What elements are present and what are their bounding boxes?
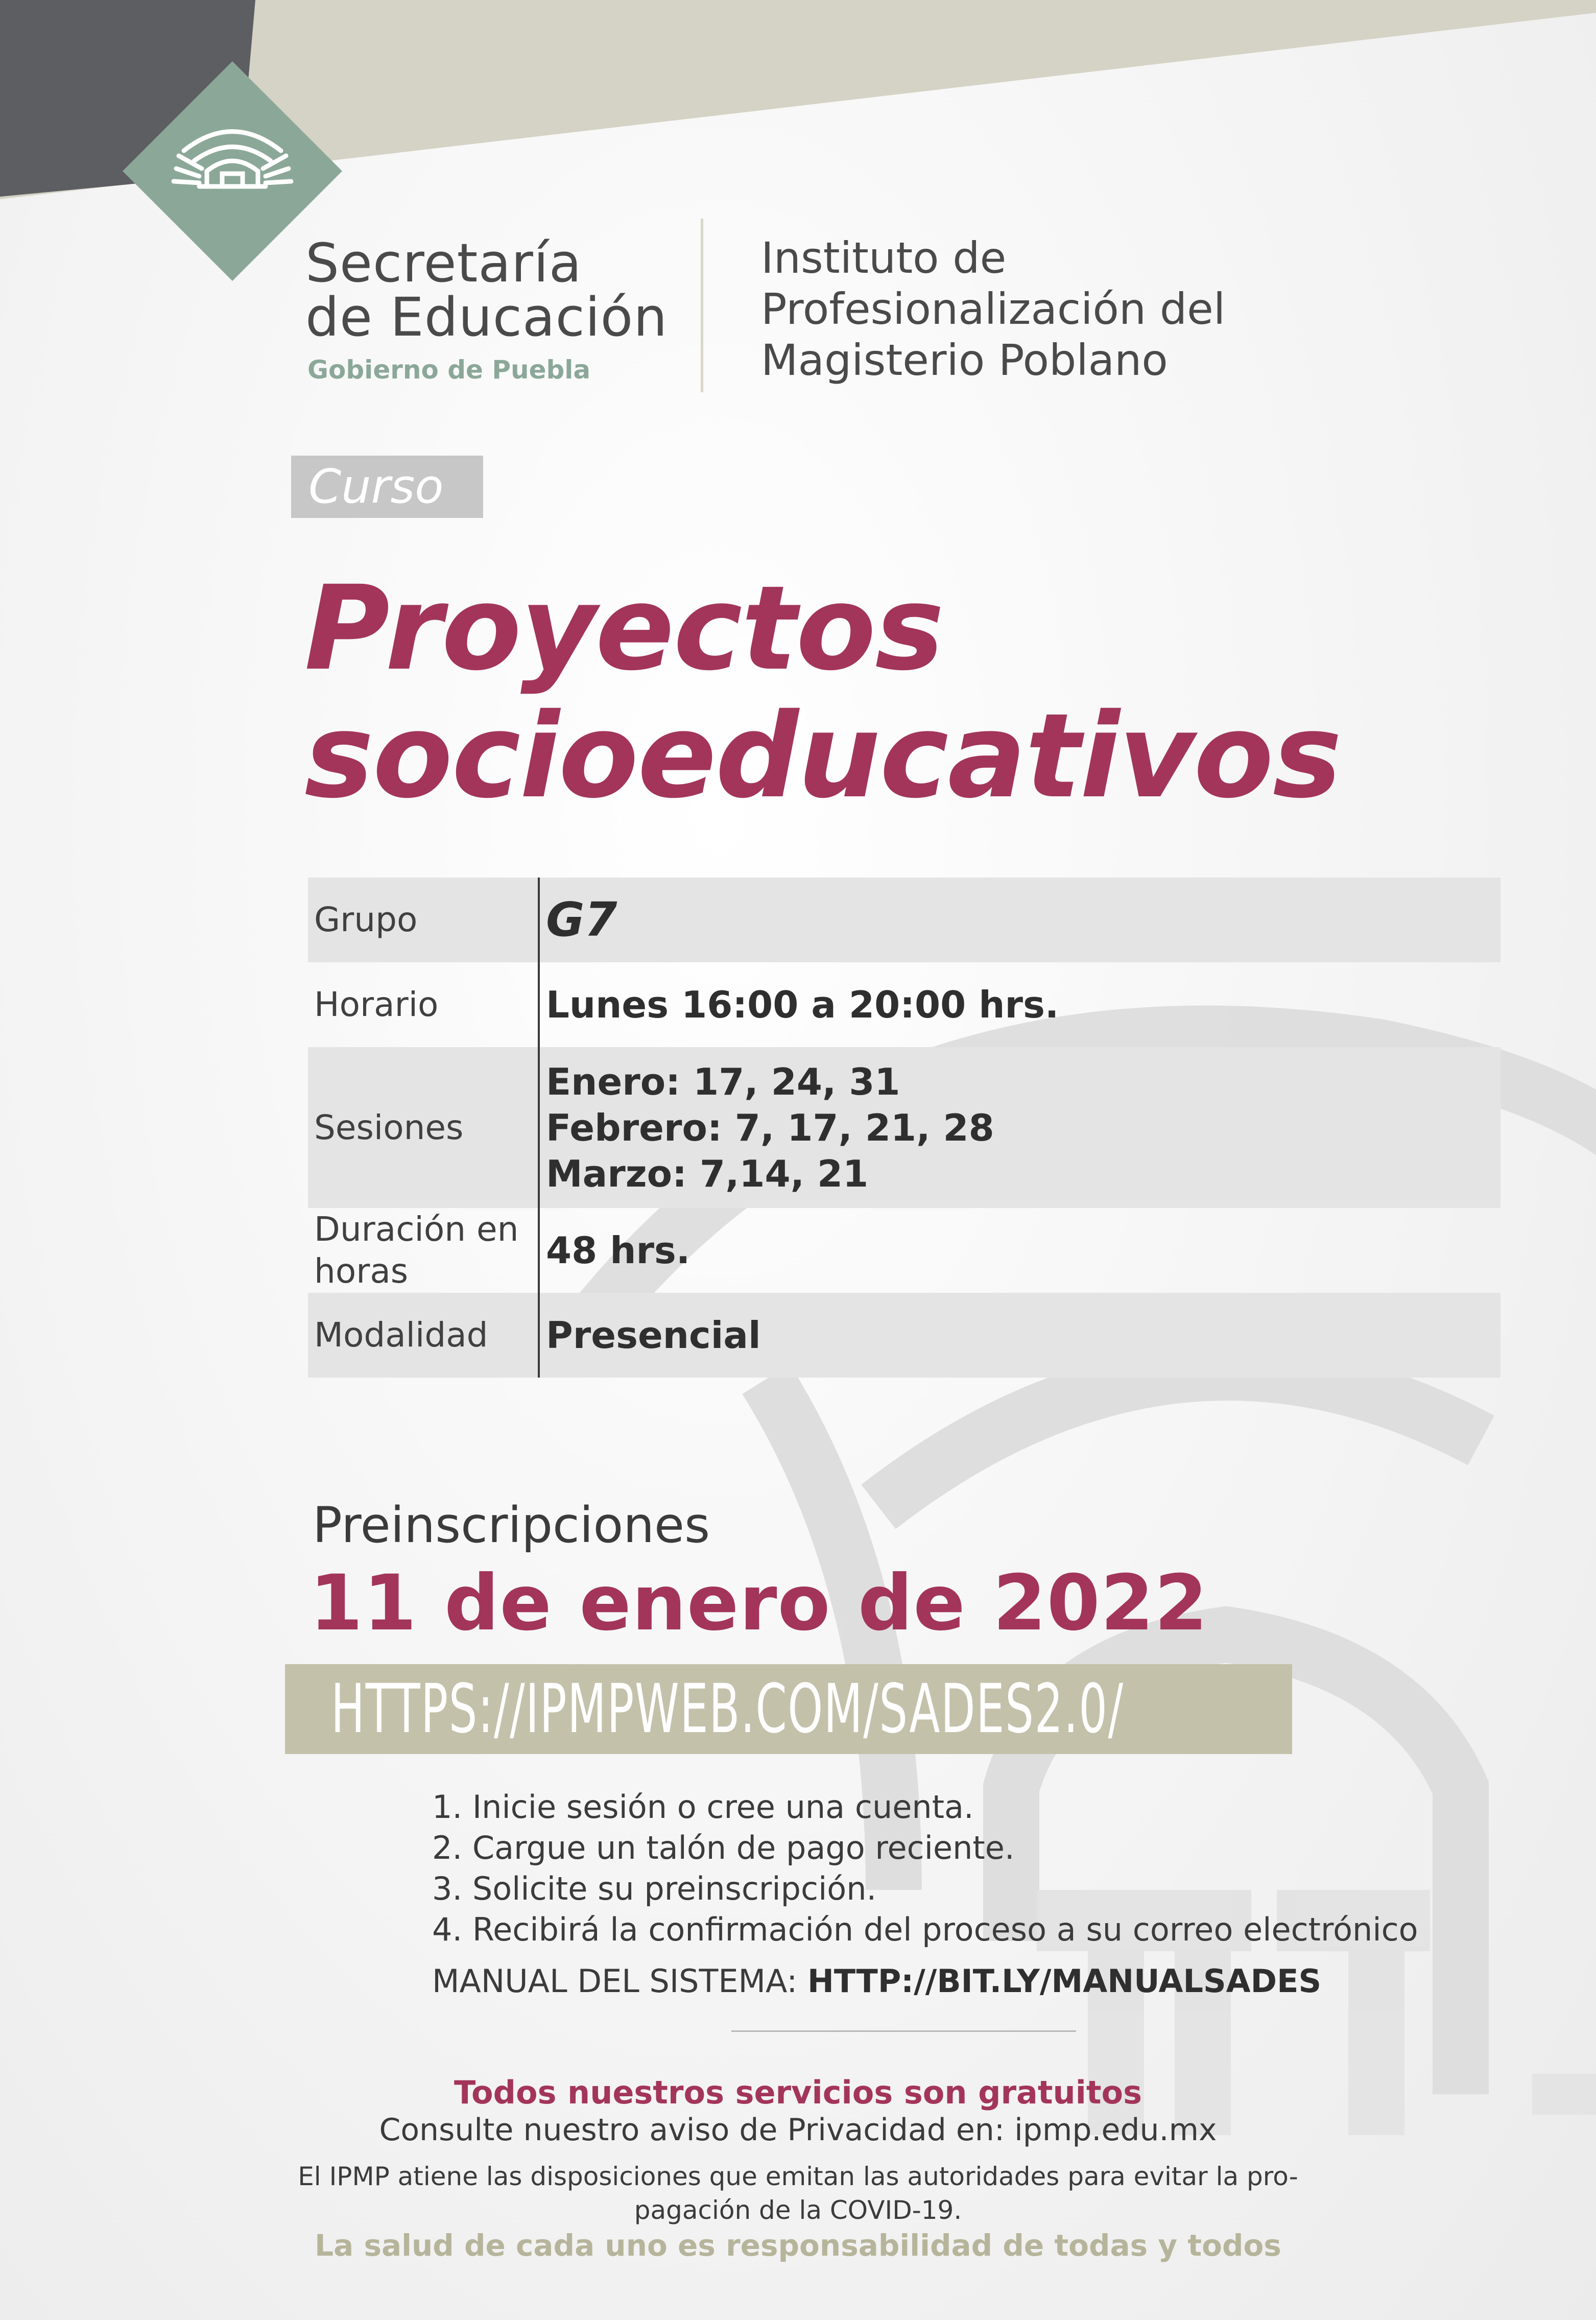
registration-steps [432,1787,1418,1950]
course-info-table [308,878,1500,1378]
secretaria-line1: Secretaría [305,232,582,294]
duracion-label [308,1209,538,1292]
preinscripciones-label: Preinscripciones [313,1497,710,1554]
health-slogan: La salud de cada uno es responsabilidad de todas y todos [315,2228,1281,2263]
registration-url-link[interactable]: HTTPS://IPMPWEB.COM/SADES2.0/ [331,1670,1124,1748]
course-title-line1: Proyectos [304,560,943,696]
duracion-label-line1: Duración en [314,1210,519,1249]
grupo-value [538,878,1500,962]
covid-notice [0,2160,1596,2227]
modalidad-value: Presencial [538,1293,1500,1378]
step-item: 3. Solicite su preinscripción. [432,1870,877,1907]
duracion-value: 48 hrs. [538,1208,1500,1293]
info-row-duracion [308,1208,1500,1293]
curso-tag: Curso [291,456,483,518]
grupo-label: Grupo [314,900,418,939]
secretaria-line2: de Educación [305,286,668,348]
instituto-line2: Profesionalización del [761,284,1226,334]
instituto-line3: Magisterio Poblano [761,335,1168,385]
instituto-line1: Instituto de [761,233,1007,283]
manual-link[interactable]: HTTP://BIT.LY/MANUALSADES [807,1962,1322,2000]
horario-value: Lunes 16:00 a 20:00 hrs. [538,962,1500,1047]
secretaria-title [305,232,668,348]
sesiones-enero: Enero: 17, 24, 31 [546,1060,900,1103]
step-item: 2. Cargue un talón de pago reciente. [432,1829,1015,1866]
course-title-line2: socioeducativos [304,688,1341,824]
free-services-text: Todos nuestros servicios son gratuitos [454,2074,1142,2111]
step-item: 1. Inicie sesión o cree una cuenta. [432,1788,974,1826]
instituto-title [761,232,1225,386]
sesiones-marzo: Marzo: 7,14, 21 [546,1152,869,1195]
footer-divider [731,2030,1076,2032]
covid-line2: pagación de la COVID-19. [634,2195,962,2225]
info-row-grupo [308,878,1500,962]
sesiones-value [538,1047,1500,1208]
sesiones-febrero: Febrero: 7, 17, 21, 28 [546,1106,994,1149]
horario-label: Horario [314,985,439,1024]
grupo-value-text: G7 [546,892,617,947]
preinscripciones-date: 11 de enero de 2022 [309,1559,1208,1648]
registration-url-bar[interactable] [285,1664,1292,1754]
modalidad-label: Modalidad [314,1315,488,1355]
info-row-sesiones [308,1047,1500,1208]
sesiones-label: Sesiones [314,1107,464,1147]
covid-line1: El IPMP atiene las disposiciones que emitan las autoridades para evitar la pro- [298,2162,1298,2191]
info-row-modalidad [308,1293,1500,1378]
step-item: 4. Recibirá la confirmación del proceso a su correo electrónico [432,1911,1418,1948]
header-divider [701,219,703,392]
gobierno-label: Gobierno de Puebla [307,355,591,385]
manual-line [432,1962,1321,2000]
privacy-text: Consulte nuestro aviso de Privacidad en: ipmp.edu.mx [379,2112,1217,2148]
duracion-label-line2: horas [314,1251,409,1291]
manual-label: MANUAL DEL SISTEMA: [432,1962,807,2000]
info-row-horario [308,962,1500,1047]
course-title [304,560,1341,824]
